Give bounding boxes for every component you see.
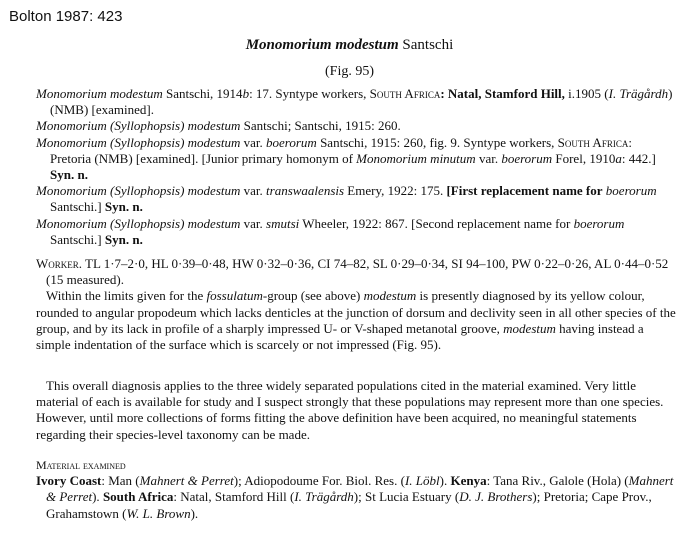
worker-measurements: Worker. TL 1·7–2·0, HL 0·39–0·48, HW 0·32–0·36, CI 74–82, SL 0·29–0·34, SI 94–100, PW 0·22–0·26, AL 0·44–0·52 (15 measured). [36,256,669,288]
material-heading: Material examined [36,458,126,472]
species-name: Monomorium modestum [245,37,399,53]
worker-diagnosis: Within the limits given for the fossulatum-group (see above) modestum is presently diagnosed by its yellow colour, rounded to angular propodeum which lacks denticles at the junction of dorsum and declivity seen in all other species of the group, and by its lack in profile of a sharply impressed U- or V-shaped metanotal groove, modestum having instead a simple indentation of the surface which is scarcely or not impressed (Fig. 95). [36,288,676,353]
figure-reference: (Fig. 95) [325,64,374,79]
synonymy-list [36,86,676,248]
species-author: Santschi [402,37,454,53]
worker-description [36,256,676,353]
material-list: Ivory Coast: Man (Mahnert & Perret); Adiopodoume For. Biol. Res. (I. Löbl). Kenya: Tana Riv., Galole (Hola) (Mahnert & Perret). South Africa: Natal, Stamford Hill (I. Trägårdh); St Lucia Estuary (D. J. Brothers); Pretoria; Cape Prov., Grahamstown (W. L. Brown). [36,473,674,521]
material-examined [36,457,676,522]
synonymy-entry: Monomorium (Syllophopsis) modestum Santschi; Santschi, 1915: 260. [36,118,401,134]
synonymy-entry: Monomorium (Syllophopsis) modestum var. smutsi Wheeler, 1922: 867. [Second replacement name for boerorum Santschi.] Syn. n. [36,215,625,247]
species-title [0,37,699,54]
worker-label: Worker [36,256,79,271]
source-reference: Bolton 1987: 423 [9,8,123,25]
synonymy-entry: Monomorium (Syllophopsis) modestum var. boerorum Santschi, 1915: 260, fig. 9. Syntype workers, South Africa: Pretoria (NMB) [examined]. [Junior primary homonym of Monomorium minutum var. boerorum Forel, 1910a: 442.] Syn. n. [36,134,656,183]
diagnosis-paragraph: This overall diagnosis applies to the three widely separated populations cited in the material examined. Very little material of each is available for study and I suspect strongly that these populations may represent more than one species. However, until more collections of forms fitting the above definition have been acquired, no meaningful statements regarding their species-level taxonomy can be made. [36,378,664,442]
synonymy-entry: Monomorium modestum Santschi, 1914b: 17. Syntype workers, South Africa: Natal, Stamford Hill, i.1905 (I. Trägårdh) (NMB) [examined]. [36,86,673,118]
synonymy-entry: Monomorium (Syllophopsis) modestum var. transwaalensis Emery, 1922: 175. [First replacement name for boerorum Santschi.] Syn. n. [36,183,657,215]
